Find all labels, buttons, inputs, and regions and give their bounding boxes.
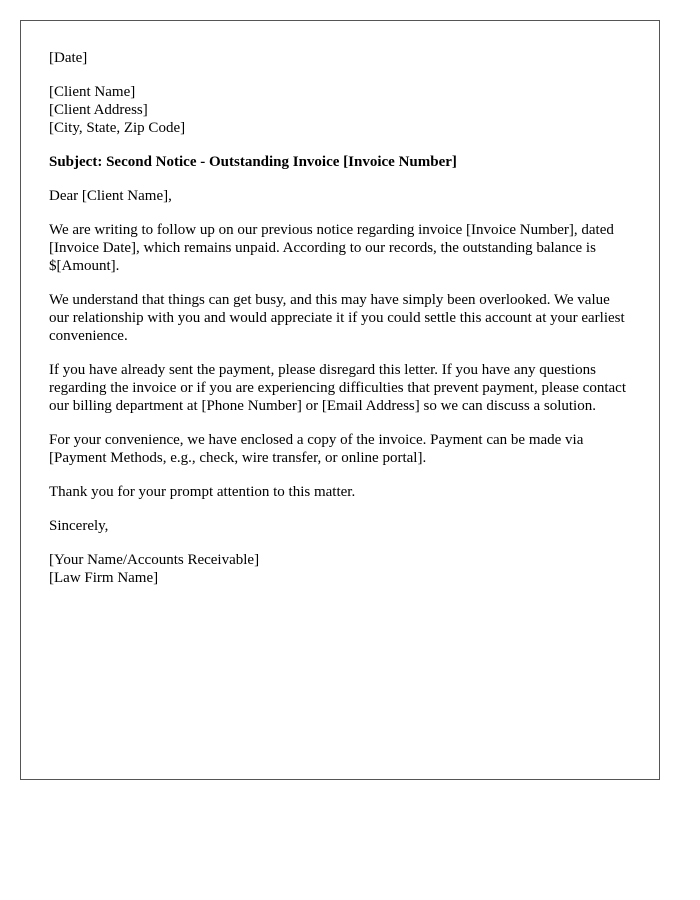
client-address: [Client Address] xyxy=(49,102,148,118)
body-paragraph: Thank you for your prompt attention to this matter. xyxy=(49,484,356,500)
date: [Date] xyxy=(49,50,88,66)
body-paragraph: We are writing to follow up on our previous notice regarding invoice [Invoice Number], dated [Invoice Date], which remains unpaid. According to our records, the outstanding balance is $[Amount]. xyxy=(49,222,614,274)
firm-name: [Law Firm Name] xyxy=(49,570,159,586)
signature-block xyxy=(49,551,631,587)
body-paragraph: For your convenience, we have enclosed a copy of the invoice. Payment can be made via [Payment Methods, e.g., check, wire transfer, or online portal]. xyxy=(49,432,584,466)
closing: Sincerely, xyxy=(49,518,109,534)
client-name: [Client Name] xyxy=(49,84,136,100)
salutation: Dear [Client Name], xyxy=(49,188,172,204)
body-paragraph: We understand that things can get busy, and this may have simply been overlooked. We value our relationship with you and would appreciate it if you could settle this account at your earliest convenience. xyxy=(49,292,625,344)
recipient-block xyxy=(49,83,631,137)
subject-line: Subject: Second Notice - Outstanding Invoice [Invoice Number] xyxy=(49,154,457,170)
letter-page xyxy=(20,20,660,780)
signer: [Your Name/Accounts Receivable] xyxy=(49,552,260,568)
body-paragraph: If you have already sent the payment, please disregard this letter. If you have any questions regarding the invoice or if you are experiencing difficulties that prevent payment, please contact our billing department at [Phone Number] or [Email Address] so we can discuss a solution. xyxy=(49,362,626,414)
city-state-zip: [City, State, Zip Code] xyxy=(49,120,186,136)
